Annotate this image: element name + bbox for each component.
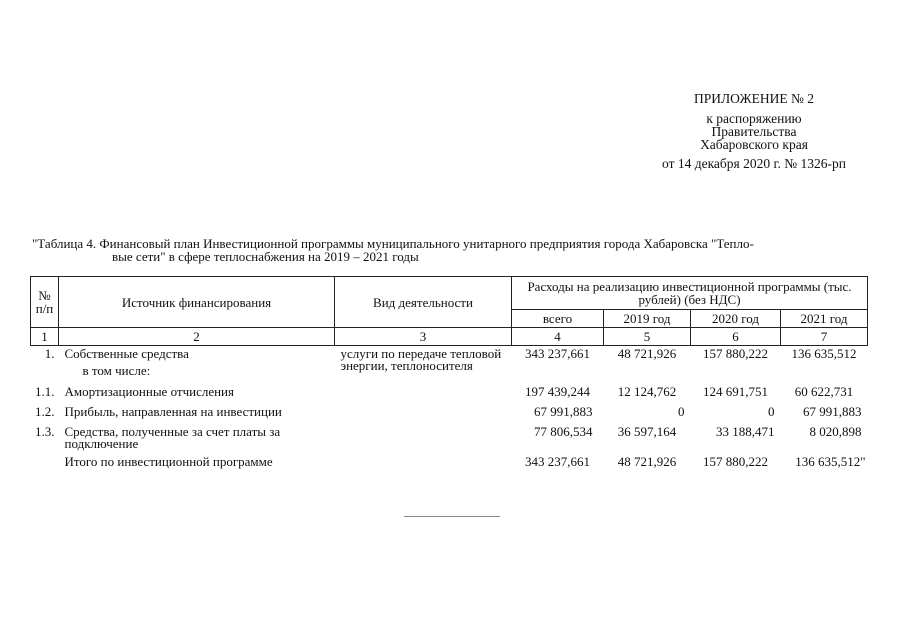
row-2021: 67 991,883: [803, 403, 862, 419]
row-activity: услуги по передаче тепловой энергии, теплоносителя: [340, 346, 502, 373]
row-total: 67 991,883: [534, 403, 593, 419]
row-2020: 157 880,222: [703, 346, 768, 361]
row-source: Собственные средства: [64, 346, 189, 361]
table-row: [31, 346, 868, 362]
header-expenses: Расходы на реализацию инвестиционной программы (тыс. рублей) (без НДС): [512, 277, 868, 310]
row-total: 343 237,661: [525, 453, 590, 469]
row-2020: 124 691,751: [703, 383, 768, 399]
appendix-date: от 14 декабря 2020 г. № 1326-рп: [662, 156, 846, 171]
row-activity: [335, 404, 512, 424]
row-num: 1.2.: [35, 403, 55, 419]
header-2019: 2019 год: [604, 310, 691, 328]
row-2020: 157 880,222: [703, 453, 768, 469]
row-2019: [604, 362, 691, 384]
caption-line-2: вые сети" в сфере теплоснабжения на 2019 – 2021 годы: [112, 249, 419, 264]
row-2019: 0: [678, 403, 685, 419]
row-2020: 33 188,471: [716, 423, 775, 439]
row-source: Итого по инвестиционной программе: [64, 453, 273, 469]
row-2021: 8 020,898: [809, 423, 862, 439]
row-2021: 60 622,731: [794, 383, 854, 399]
appendix-line-2: Правительства: [711, 124, 797, 139]
row-total: [512, 362, 604, 384]
table-row: [31, 454, 868, 474]
row-total: 77 806,534: [534, 423, 593, 439]
row-2020: 0: [768, 403, 775, 419]
table-row: [31, 384, 868, 404]
header-2020: 2020 год: [691, 310, 781, 328]
financial-plan-table: [30, 276, 868, 474]
header-activity: Вид деятельности: [335, 277, 512, 328]
row-2019: 12 124,762: [617, 383, 677, 399]
row-2021: [781, 362, 868, 384]
row-num: 1.: [44, 346, 55, 361]
appendix-line-1: к распоряжению: [706, 111, 802, 126]
appendix-title: ПРИЛОЖЕНИЕ № 2: [693, 91, 815, 106]
row-activity: [335, 424, 512, 454]
table-row: [31, 404, 868, 424]
header-source: Источник финансирования: [59, 277, 335, 328]
row-total: 343 237,661: [525, 346, 590, 361]
row-source: Средства, полученные за счет платы за подключение: [64, 423, 281, 451]
col-number: 2: [59, 328, 335, 346]
col-number: 5: [604, 328, 691, 346]
header-num: № п/п: [31, 277, 59, 328]
header-total: всего: [512, 310, 604, 328]
row-source: Амортизационные отчисления: [64, 383, 234, 399]
row-2019: 36 597,164: [617, 423, 677, 439]
table-row: [31, 424, 868, 454]
row-2020: [691, 362, 781, 384]
caption-line-1: "Таблица 4. Финансовый план Инвестиционной программы муниципального унитарного предприятия города Хабаровска "Тепло-: [32, 236, 754, 251]
row-num: 1.3.: [35, 423, 55, 439]
row-2019: 48 721,926: [617, 346, 677, 361]
col-number: 6: [691, 328, 781, 346]
header-2021: 2021 год: [781, 310, 868, 328]
row-2019: 48 721,926: [617, 453, 677, 469]
row-num: 1.1.: [35, 383, 55, 399]
appendix-line-3: Хабаровского края: [700, 137, 808, 152]
row-activity: [335, 454, 512, 474]
col-number: 3: [335, 328, 512, 346]
row-source: в том числе:: [82, 362, 151, 378]
col-number: 4: [512, 328, 604, 346]
row-activity: [335, 384, 512, 404]
row-total: 197 439,244: [525, 383, 590, 399]
col-number: 1: [31, 328, 59, 346]
table-caption: [32, 237, 877, 263]
row-num: [31, 362, 59, 384]
separator-line: [404, 516, 500, 517]
col-number: 7: [781, 328, 868, 346]
row-2021: 136 635,512: [791, 346, 857, 361]
row-source: Прибыль, направленная на инвестиции: [64, 403, 282, 419]
row-num: [31, 454, 59, 474]
row-2021: 136 635,512": [795, 453, 866, 469]
